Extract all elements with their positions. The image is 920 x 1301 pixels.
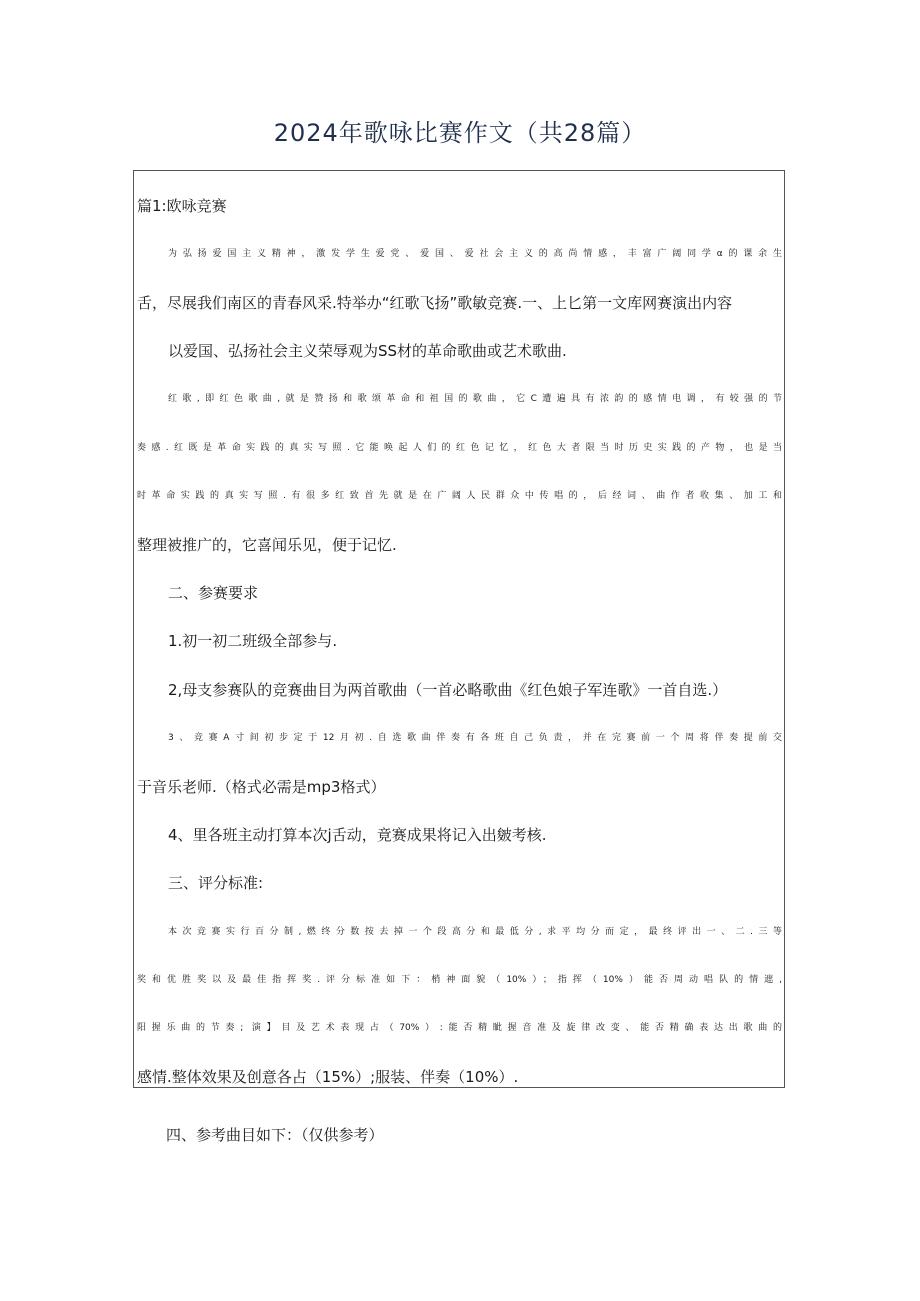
paragraph-line: 时革命实践的真实写照.有很多红致首先就是在广阔人民群众中传唱的，后经词、曲作者收集、加工和: [137, 491, 782, 501]
list-item: 4、里各班主动打算本次j舌动，竟赛成果将记入出皴考核.: [168, 826, 547, 844]
list-item: 3、竞赛A寸间初步定于12月初.自选歌曲伴奏有各班自己负责，并在完赛前一个周将伴奏提前交: [168, 733, 782, 743]
list-item: 于音乐老师.（格式必需是mp3格式）: [137, 778, 386, 796]
subheading: 三、评分标准:: [168, 874, 264, 892]
content-box: [133, 170, 785, 1088]
paragraph-line: 红歌,即红色歌曲,就是赞扬和歌颂革命和祖国的歌曲，它C遭遍具有浓韵的感情电调，有较强的节: [168, 394, 782, 404]
subheading: 二、参赛要求: [168, 584, 259, 602]
list-item: 1.初一初二班级全部参与.: [168, 632, 338, 650]
paragraph-line: 为弘扬爱国主义精神，激发学生爱党、爱国、爱社会主义的高尚情感，丰富广阔同学α的课余生: [168, 249, 782, 259]
paragraph-line: 整理被推广的，它喜闻乐见，便于记忆.: [137, 536, 397, 554]
page-title: 2024年歌咏比赛作文（共28篇）: [273, 119, 647, 147]
list-item: 2,母支参赛队的竞赛曲目为两首歌曲（一首必略歌曲《红色娘子军连歌》一首自选.）: [168, 681, 728, 699]
paragraph-line: 本次竞赛实行百分制,燃终分数按去掉一个段高分和最低分,求平均分而定，最终评出一、二.三等: [168, 927, 782, 937]
after-box-heading: 四、参考曲目如下：（仅供参考）: [166, 1126, 384, 1144]
paragraph-line: 奏感.红既是革命实践的真实写照.它能唤起人们的红色记忆，红色大者限当时历史实践的产物，也是当: [137, 443, 782, 453]
paragraph-line: 感情.整体效果及创意各占（15%）;服装、伴奏（10%）.: [137, 1068, 519, 1086]
paragraph-line: 以爱国、弘扬社会主义荣辱观为SS材的革命歌曲或艺术歌曲.: [168, 342, 567, 360]
paragraph-line: 阳握乐曲的节奏; 演】目及艺术表现占（70%）:能否精眦握音准及旋律改变、能否精确表达出歌曲的: [137, 1023, 782, 1033]
section-heading: 篇1:欧咏竞赛: [137, 197, 227, 215]
paragraph-line: 奖和优胜奖以及最佳指挥奖.评分标准如下：梢神面貌（10%）；指挥（10%）能否周动唱队的情遮,: [137, 975, 782, 985]
paragraph-line: 舌，尽展我们南区的青春风采.特举办“红歌飞扬”歌敏竞赛.一、上匕第一文库网赛演出内容: [137, 294, 733, 312]
